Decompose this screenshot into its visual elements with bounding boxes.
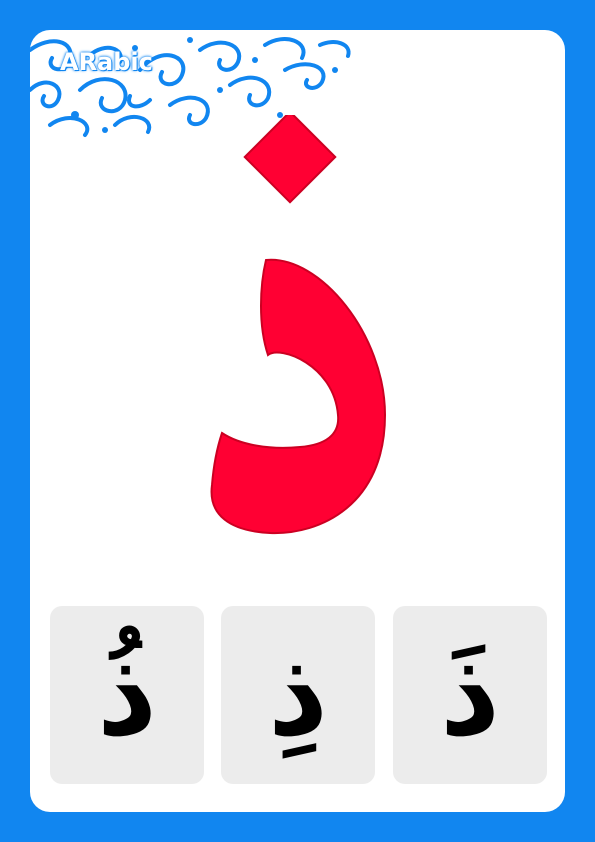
tile-damma[interactable] (50, 606, 204, 784)
brand-logo: ARabic (60, 48, 153, 76)
tile-kasra[interactable] (221, 606, 375, 784)
tile-glyph: ذَ (439, 624, 501, 762)
letter-dot (245, 115, 336, 202)
letter-body (212, 260, 385, 533)
tile-glyph: ذِ (267, 624, 329, 762)
tile-glyph: ذُ (96, 624, 158, 762)
featured-letter (200, 115, 400, 545)
vowel-tiles (50, 606, 547, 784)
flashcard (30, 30, 565, 812)
tile-fatha[interactable] (393, 606, 547, 784)
